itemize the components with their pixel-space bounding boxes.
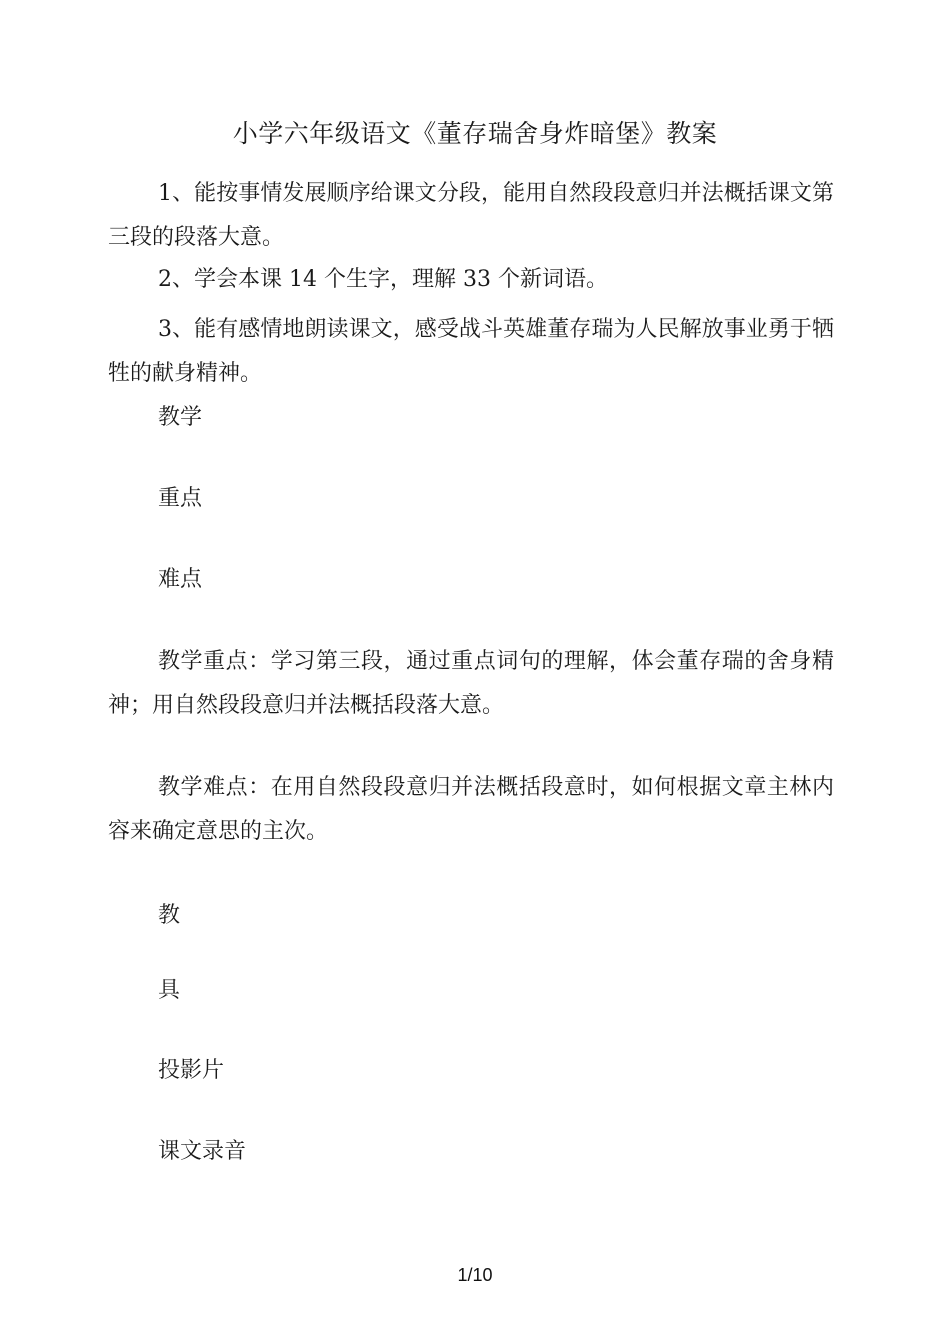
key-point-paragraph: 教学重点：学习第三段，通过重点词句的理解，体会董存瑞的舍身精神；用自然段段意归并法概括段落大意。 [108, 649, 834, 718]
section-label-difficulty: 难点 [158, 567, 203, 592]
tools-label-2: 具 [158, 978, 181, 1003]
difficulty-paragraph: 教学难点：在用自然段段意归并法概括段意时，如何根据文章主林内容来确定意思的主次。 [108, 775, 834, 844]
tools-label-1: 教 [158, 903, 181, 928]
tool-item-recording: 课文录音 [158, 1139, 247, 1164]
page-number: 1/10 [457, 1265, 493, 1285]
tool-item-transparency: 投影片 [158, 1058, 225, 1083]
objective-3: 3、能有感情地朗读课文，感受战斗英雄董存瑞为人民解放事业勇于牺牲的献身精神。 [108, 317, 834, 386]
objective-1: 1、能按事情发展顺序给课文分段，能用自然段段意归并法概括课文第三段的段落大意。 [108, 181, 834, 250]
section-label-key: 重点 [158, 486, 203, 511]
section-label-teaching: 教学 [158, 405, 203, 430]
document-title: 小学六年级语文《董存瑞舍身炸暗堡》教案 [232, 119, 718, 148]
objective-2: 2、学会本课 14 个生字，理解 33 个新词语。 [158, 267, 608, 292]
